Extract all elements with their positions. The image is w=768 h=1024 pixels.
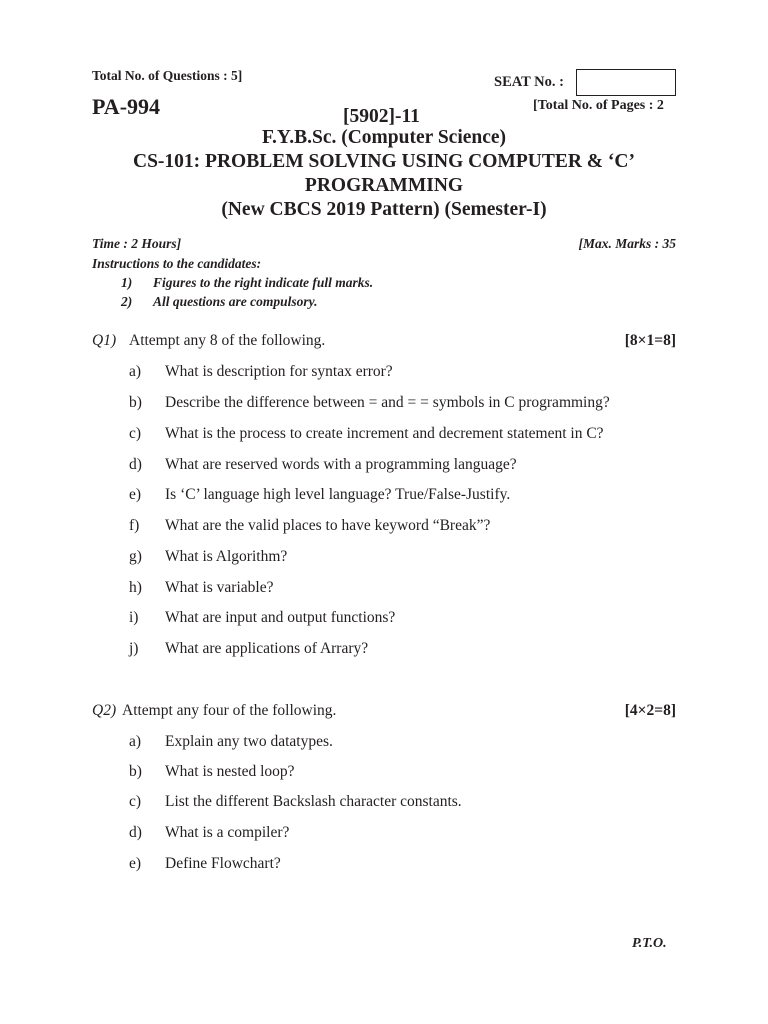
q2-item-letter: e) [129, 855, 142, 872]
q1-item [0, 609, 768, 633]
max-marks-label: [Max. Marks : 35 [578, 236, 676, 251]
q1-item-letter: g) [129, 548, 142, 565]
pto-label: P.T.O. [632, 936, 667, 951]
q1-item-text: What are the valid places to have keyword “Break”? [165, 517, 491, 534]
q1-marks: [8×1=8] [624, 332, 676, 349]
q2-item [0, 855, 768, 879]
q2-item-letter: c) [129, 793, 142, 810]
q1-heading [0, 332, 768, 356]
q2-number: Q2) [92, 702, 117, 719]
q1-item [0, 394, 768, 418]
q1-item-text: What is description for syntax error? [165, 363, 393, 380]
program-title: F.Y.B.Sc. (Computer Science) [261, 127, 507, 148]
q2-item-text: Define Flowchart? [165, 855, 281, 872]
q1-item-text: What is the process to create increment and decrement statement in C? [165, 425, 604, 442]
q1-item-text: What are input and output functions? [165, 609, 396, 626]
q1-item-text: What are applications of Arrary? [165, 640, 369, 657]
q2-item-letter: d) [129, 824, 142, 841]
q1-item [0, 456, 768, 480]
course-title-line1: CS-101: PROBLEM SOLVING USING COMPUTER & ‘C’ [133, 151, 635, 172]
q1-item [0, 363, 768, 387]
q1-item [0, 579, 768, 603]
q1-item-letter: i) [129, 609, 139, 626]
q1-item-letter: a) [129, 363, 142, 380]
q2-instruction: Attempt any four of the following. [122, 702, 337, 719]
course-title-line2: PROGRAMMING [304, 175, 464, 196]
q1-item [0, 517, 768, 541]
pattern-line: (New CBCS 2019 Pattern) (Semester-I) [221, 199, 547, 220]
q1-item-text: What is variable? [165, 579, 274, 596]
instruction-num-1: 1) [121, 275, 133, 290]
q1-item-text: What is Algorithm? [165, 548, 288, 565]
q1-item-letter: f) [129, 517, 140, 534]
q2-item [0, 733, 768, 757]
time-label: Time : 2 Hours] [92, 236, 182, 251]
paper-code: PA-994 [92, 94, 161, 119]
q1-item-letter: d) [129, 456, 142, 473]
seat-no-label: SEAT No. : [494, 74, 564, 90]
q2-item-letter: a) [129, 733, 142, 750]
q1-item-text: What are reserved words with a programming language? [165, 456, 517, 473]
exam-code: [5902]-11 [343, 106, 420, 127]
q2-item-text: List the different Backslash character constants. [165, 793, 462, 810]
seat-no-box[interactable] [576, 69, 676, 96]
q2-marks: [4×2=8] [624, 702, 676, 719]
q2-item-text: What is a compiler? [165, 824, 290, 841]
total-questions: Total No. of Questions : 5] [92, 68, 243, 83]
q1-item-letter: e) [129, 486, 142, 503]
instruction-text-1: Figures to the right indicate full marks. [153, 275, 374, 290]
q1-item-letter: j) [129, 640, 139, 657]
q2-item-text: Explain any two datatypes. [165, 733, 333, 750]
q2-item [0, 793, 768, 817]
instruction-num-2: 2) [121, 294, 133, 309]
q1-item-text: Describe the difference between = and = = symbols in C programming? [165, 394, 610, 411]
q1-item [0, 640, 768, 664]
q2-item [0, 763, 768, 787]
q1-item-letter: b) [129, 394, 142, 411]
instruction-text-2: All questions are compulsory. [153, 294, 318, 309]
q1-item-text: Is ‘C’ language high level language? True/False-Justify. [165, 486, 511, 503]
q1-item-letter: h) [129, 579, 142, 596]
q1-item [0, 486, 768, 510]
q2-item-letter: b) [129, 763, 142, 780]
instructions-heading: Instructions to the candidates: [92, 256, 262, 271]
q1-number: Q1) [92, 332, 117, 349]
q1-item [0, 548, 768, 572]
q1-instruction: Attempt any 8 of the following. [129, 332, 326, 349]
total-pages: [Total No. of Pages : 2 [533, 98, 664, 113]
q1-item-letter: c) [129, 425, 142, 442]
q2-item [0, 824, 768, 848]
q2-heading [0, 702, 768, 726]
q2-item-text: What is nested loop? [165, 763, 295, 780]
q1-item [0, 425, 768, 449]
